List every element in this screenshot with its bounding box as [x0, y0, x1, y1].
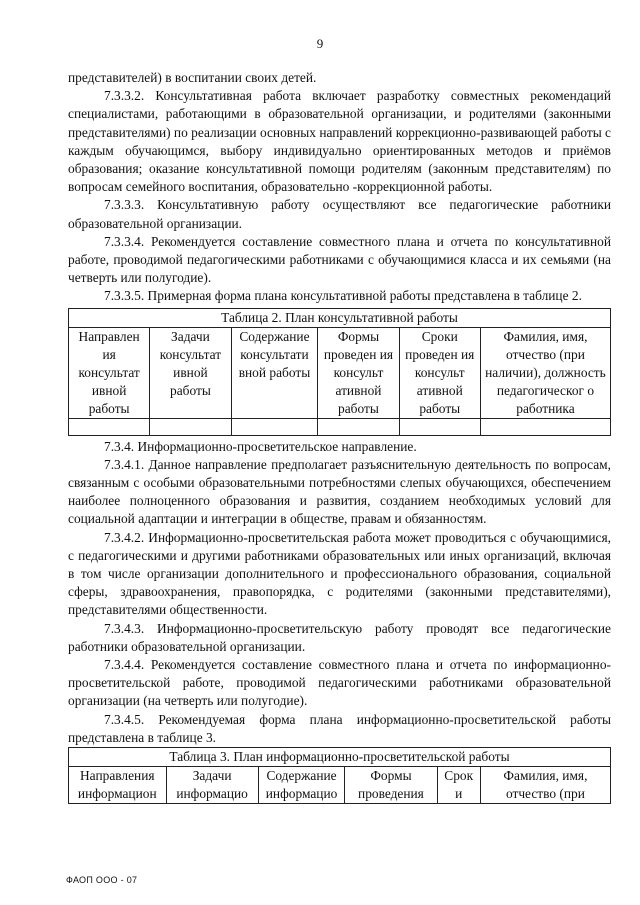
table-cell — [318, 418, 399, 435]
table-3-caption: Таблица 3. План информационно-просветительской работы — [69, 748, 611, 767]
paragraph: 7.3.3.3. Консультативную работу осуществляют все педагогические работники образовательной организации. — [68, 197, 611, 231]
paragraph: представителей) в воспитании своих детей. — [68, 70, 317, 85]
table-header-cell: Задачи консультат ивной работы — [150, 327, 231, 418]
document-code-footer: ФАОП ООО - 07 — [66, 875, 138, 885]
table-header-cell: Срок и — [437, 767, 480, 804]
table-header-cell: Направления информацион — [69, 767, 167, 804]
document-body — [68, 69, 611, 804]
table-cell — [231, 418, 318, 435]
table-header-cell: Сроки проведен ия консульт ативной работы — [399, 327, 480, 418]
paragraph: 7.3.3.4. Рекомендуется составление совместного плана и отчета по консультативной работе, проводимой педагогическими работниками с обучающимися класса и их семьями (на четверть или полугодие). — [68, 233, 611, 286]
paragraph: 7.3.3.2. Консультативная работа включает разработку совместных рекомендаций специалистами, работающими в образовательной организации, и родителями (законными представителями) по реализации основных направлений коррекционно-развивающей работы с каждым обучающимся, выбору индивидуально ориентированных методов и приёмов образования; оказание консультативной помощи родителям (законным представителям) по вопросам семейного воспитания, образовательно -коррекционной работы. — [68, 88, 611, 195]
paragraph: 7.3.4. Информационно-просветительское направление. — [104, 438, 417, 454]
paragraph: 7.3.4.3. Информационно-просветительскую работу проводят все педагогические работники образовательной организации. — [68, 620, 611, 654]
table-2-empty-row — [69, 418, 611, 435]
table-cell — [399, 418, 480, 435]
table-header-cell: Формы проведен ия консульт ативной работы — [318, 327, 399, 418]
paragraph: 7.3.3.5. Примерная форма плана консультативной работы представлена в таблице 2. — [104, 288, 582, 304]
table-header-cell: Направлен ия консультат ивной работы — [69, 327, 150, 418]
table-header-cell: Содержание консультати вной работы — [231, 327, 318, 418]
table-cell — [480, 418, 610, 435]
table-2-caption: Таблица 2. План консультативной работы — [69, 308, 611, 327]
table-header-cell: Формы проведения — [345, 767, 437, 804]
table-2 — [68, 308, 611, 436]
table-cell — [69, 418, 150, 435]
table-2-header-row — [69, 327, 611, 418]
table-header-cell: Задачи информацио — [166, 767, 258, 804]
table-cell — [150, 418, 231, 435]
paragraph: 7.3.4.4. Рекомендуется составление совместного плана и отчета по информационно-просветительской работе, проводимой педагогическими работниками образовательной организации (на четверть или полугодие). — [68, 657, 611, 709]
page-number: 9 — [316, 36, 324, 51]
table-header-cell: Содержание информацио — [258, 767, 345, 804]
table-3 — [68, 747, 611, 804]
table-header-cell: Фамилия, имя, отчество (при наличии), должность педагогическог о работника — [480, 327, 610, 418]
paragraph: 7.3.4.2. Информационно-просветительская работа может проводиться с обучающимися, с педагогическими и другими работниками образовательных или иных организаций, включая в том числе организации дополнительного и профессионального образования, социальной сферы, здравоохранения, правопорядка, с родителями (законными представителями), представителями общественности. — [68, 529, 611, 618]
paragraph: 7.3.4.1. Данное направление предполагает разъяснительную деятельность по вопросам, связанным с особыми образовательными потребностями слепых обучающихся, обеспечением наиболее полноценного образования и развития, созданием необходимых условий для социальной адаптации и интеграции в обществе, правам и обязанностям. — [68, 456, 611, 527]
paragraph: 7.3.4.5. Рекомендуемая форма плана информационно-просветительской работы представлена в таблице 3. — [68, 711, 611, 745]
table-header-cell: Фамилия, имя, отчество (при — [480, 767, 610, 804]
table-3-header-row — [69, 767, 611, 804]
